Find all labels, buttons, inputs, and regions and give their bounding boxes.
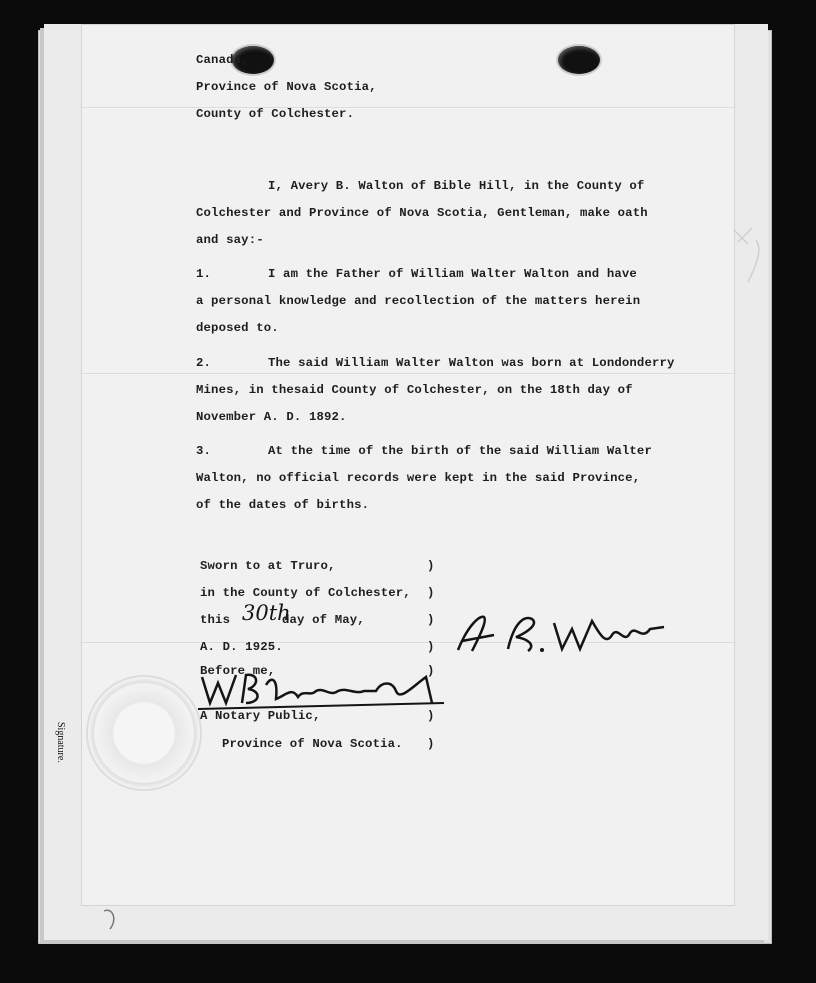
margin-pencil-mark-icon [728,222,768,302]
bracket: ) [427,664,435,678]
jurat-line: in the County of Colchester, [200,586,411,600]
jurat-line: A. D. 1925. [200,640,283,654]
header-country: Canada, [196,53,249,67]
handwritten-day: 30th [242,601,291,625]
intro-line: and say:- [196,233,264,247]
signature-side-label: Signature. [55,722,66,763]
paragraph-number: 3. [196,444,212,458]
punch-hole-icon [558,46,600,74]
paragraph-line: November A. D. 1892. [196,410,347,424]
margin-pencil-mark-icon [100,905,130,935]
paragraph-line: I am the Father of William Walter Walton and have [268,267,637,281]
page-fold-line [82,373,734,375]
bracket: ) [427,737,435,751]
notary-signature [196,665,456,715]
jurat-line: Sworn to at Truro, [200,559,336,573]
jurat-line: A Notary Public, [200,709,321,723]
intro-line: Colchester and Province of Nova Scotia, Gentleman, make oath [196,206,648,220]
jurat-line: day of May, [282,613,365,627]
paragraph-line: Walton, no official records were kept in the said Province, [196,471,641,485]
paragraph-line: a personal knowledge and recollection of the matters herein [196,294,641,308]
bracket: ) [427,709,435,723]
bracket: ) [427,613,435,627]
jurat-line: Province of Nova Scotia. [222,737,403,751]
paragraph-line: At the time of the birth of the said William Walter [268,444,652,458]
jurat-line: Before me, [200,664,276,678]
paragraph-number: 1. [196,267,212,281]
notary-embossed-seal-icon [86,675,202,791]
paragraph-number: 2. [196,356,212,370]
paragraph-line: deposed to. [196,321,279,335]
paragraph-line: The said William Walter Walton was born at Londonderry [268,356,675,370]
paragraph-line: of the dates of births. [196,498,370,512]
bracket: ) [427,586,435,600]
bracket: ) [427,559,435,573]
deponent-signature [450,605,670,665]
page-fold-line [82,107,734,109]
header-province: Province of Nova Scotia, [196,80,377,94]
bracket: ) [427,640,435,654]
jurat-line: this [200,613,231,627]
paragraph-line: Mines, in thesaid County of Colchester, on the 18th day of [196,383,633,397]
intro-line: I, Avery B. Walton of Bible Hill, in the County of [268,179,645,193]
header-county: County of Colchester. [196,107,355,121]
